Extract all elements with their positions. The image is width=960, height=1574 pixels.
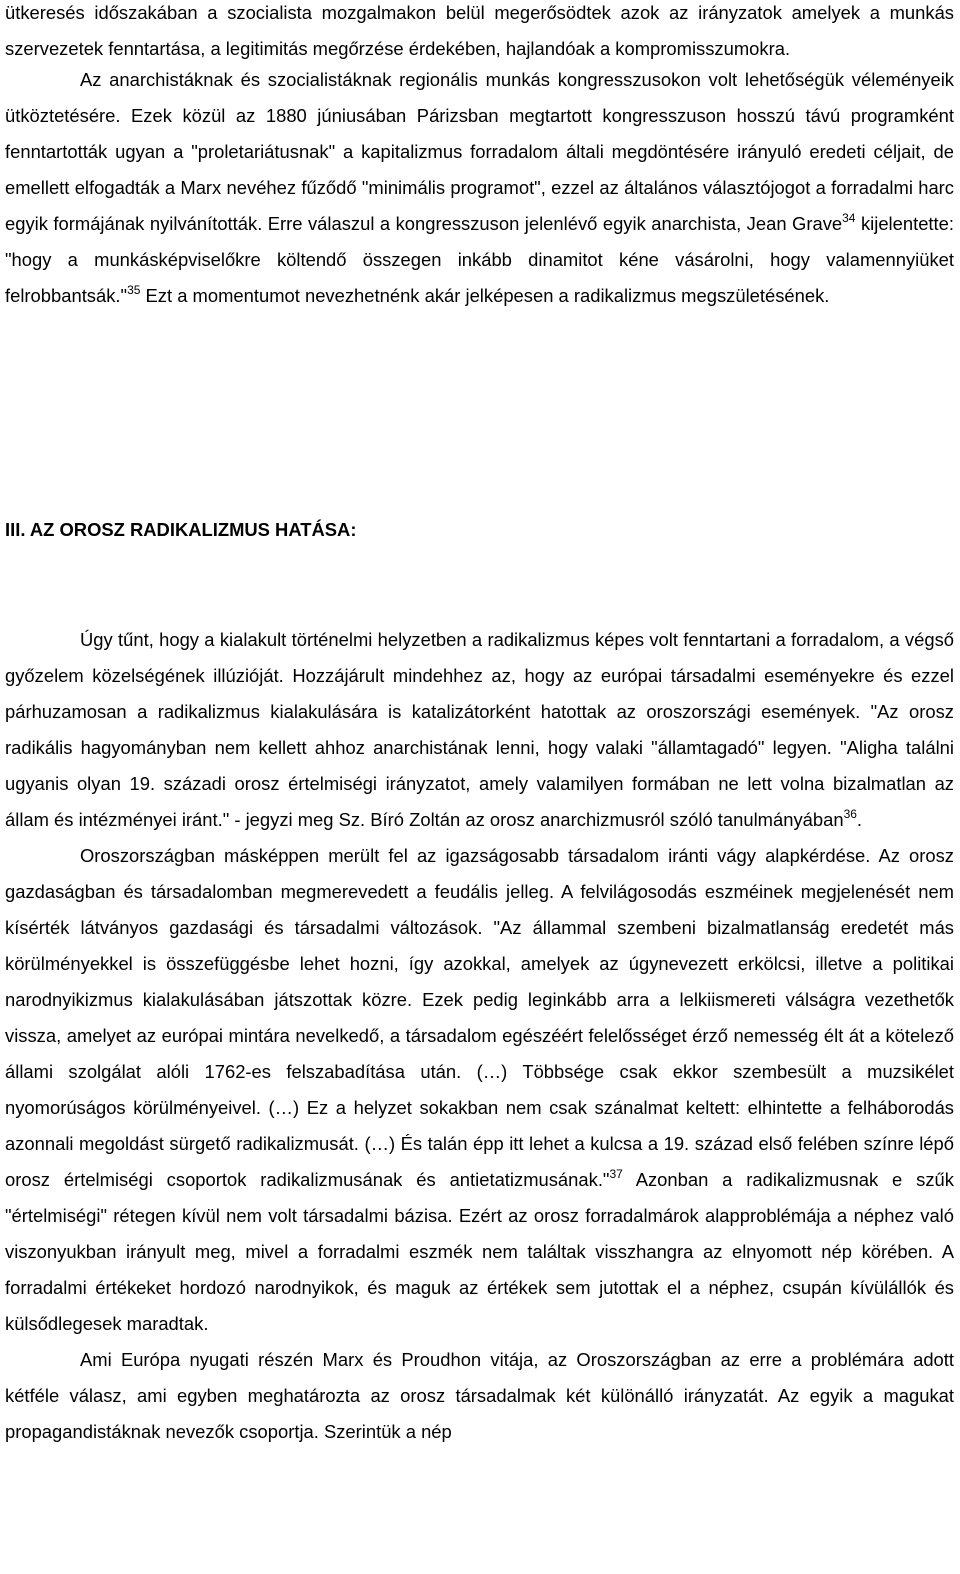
paragraph-continuation: ütkeresés időszakában a szocialista mozgalmakon belül megerősödtek azok az irányzatok amelyek a munkás szervezetek fenntartása, a legitimitás megőrzése érdekében, hajlandóak a kompromisszumokra.	[5, 2, 954, 59]
paragraph-congress	[5, 62, 954, 314]
paragraph-congress-text-b: kijelentette: "hogy a munkásképviselőkre költendő összegen inkább dinamitot kéne vásárolni, hogy valamennyiüket felrobbantsák."	[5, 213, 954, 306]
paragraph-illusion-text-b: .	[856, 809, 863, 830]
paragraph-russia-text-b: Azonban a radikalizmusnak e szűk "értelmiségi" rétegen kívül nem volt társadalmi bázisa. Ezért az orosz forradalmárok alapproblémája a néphez való viszonyukban irányult meg, mivel a forradalmi eszmék nem találtak visszhangra az elnyomott nép körében. A forradalmi értékeket hordozó narodnyikok, és maguk az értékek sem jutottak el a néphez, csupán kívülállók és külsődlegesek maradtak.	[5, 1169, 954, 1334]
section-body	[5, 622, 954, 1450]
footnote-ref-35[interactable]: 35	[127, 283, 141, 297]
footnote-ref-34[interactable]: 34	[842, 211, 856, 225]
footnote-ref-36[interactable]: 36	[843, 807, 857, 821]
paragraph-russia	[5, 838, 954, 1342]
paragraph-illusion	[5, 622, 954, 838]
paragraph-illusion-text-a: Úgy tűnt, hogy a kialakult történelmi helyzetben a radikalizmus képes volt fenntartani a forradalom, a végső győzelem közelségének illúzióját. Hozzájárult mindehhez az, hogy az európai társadalmi eseményekre és ezzel párhuzamosan a radikalizmus kialakulására is katalizátorként hatottak az oroszországi események. "Az orosz radikális hagyományban nem kellett ahhoz anarchistának lenni, hogy valaki "államtagadó" legyen. "Aligha találni ugyanis olyan 19. századi orosz értelmiségi irányzatot, amely valamilyen formában ne lett volna bizalmatlan az állam és intézményei iránt." - jegyzi meg Sz. Bíró Zoltán az orosz anarchizmusról szóló tanulmányában	[5, 629, 954, 830]
paragraph-congress-text-a: Az anarchistáknak és szocialistáknak regionális munkás kongresszusokon volt lehetőségük véleményeik ütköztetésére. Ezek közül az 1880 júniusában Párizsban megtartott kongresszuson hosszú távú programként fenntartották ugyan a "proletariátusnak" a kapitalizmus forradalom általi megdöntésére irányuló eredeti céljait, de emellett elfogadták a Marx nevéhez fűződő "minimális programot", ezzel az általános választójogot a forradalmi harc egyik formájának nyilvánították. Erre válaszul a kongresszuson jelenlévő egyik anarchista, Jean Grave	[5, 69, 954, 234]
section-heading: III. AZ OROSZ RADIKALIZMUS HATÁSA:	[5, 519, 357, 540]
paragraph-russia-text-a: Oroszországban másképpen merült fel az igazságosabb társadalom iránti vágy alapkérdése. Az orosz gazdaságban és társadalomban megmerevedett a feudális jelleg. A felvilágosodás eszméinek megjelenését nem kísérték látványos gazdasági és társadalmi változások. "Az állammal szembeni bizalmatlanság eredetét más körülményekkel is összefüggésbe lehet hozni, így azokkal, amelyek az úgynevezett erkölcsi, illetve a politikai narodnyikizmus kialakulásában játszottak közre. Ezek pedig leginkább arra a lelkiismereti válságra vezethetők vissza, amelyet az európai mintára nevelkedő, a társadalom egészéért felelősséget érző nemesség élt át a kötelező állami szolgálat alóli 1762-es felszabadítása után. (…) Többsége csak ekkor szembesült a muzsikélet nyomorúságos körülményeivel. (…) Ez a helyzet sokakban nem csak szánalmat keltett: elhintette a felháborodás azonnali megoldást sürgető radikalizmusát. (…) És talán épp itt lehet a kulcsa a 19. század első felében színre lépő orosz értelmiségi csoportok radikalizmusának és antietatizmusának."	[5, 845, 954, 1190]
footnote-ref-37[interactable]: 37	[609, 1167, 623, 1181]
paragraph-congress-text-c: Ezt a momentumot nevezhetnénk akár jelképesen a radikalizmus megszületésének.	[140, 285, 830, 306]
paragraph-marx-proudhon: Ami Európa nyugati részén Marx és Proudhon vitája, az Oroszországban az erre a problémára adott kétféle válasz, ami egyben meghatározta az orosz társadalmak két különálló irányzatát. Az egyik a magukat propagandistáknak nevezők csoportja. Szerintük a nép	[5, 1349, 954, 1442]
